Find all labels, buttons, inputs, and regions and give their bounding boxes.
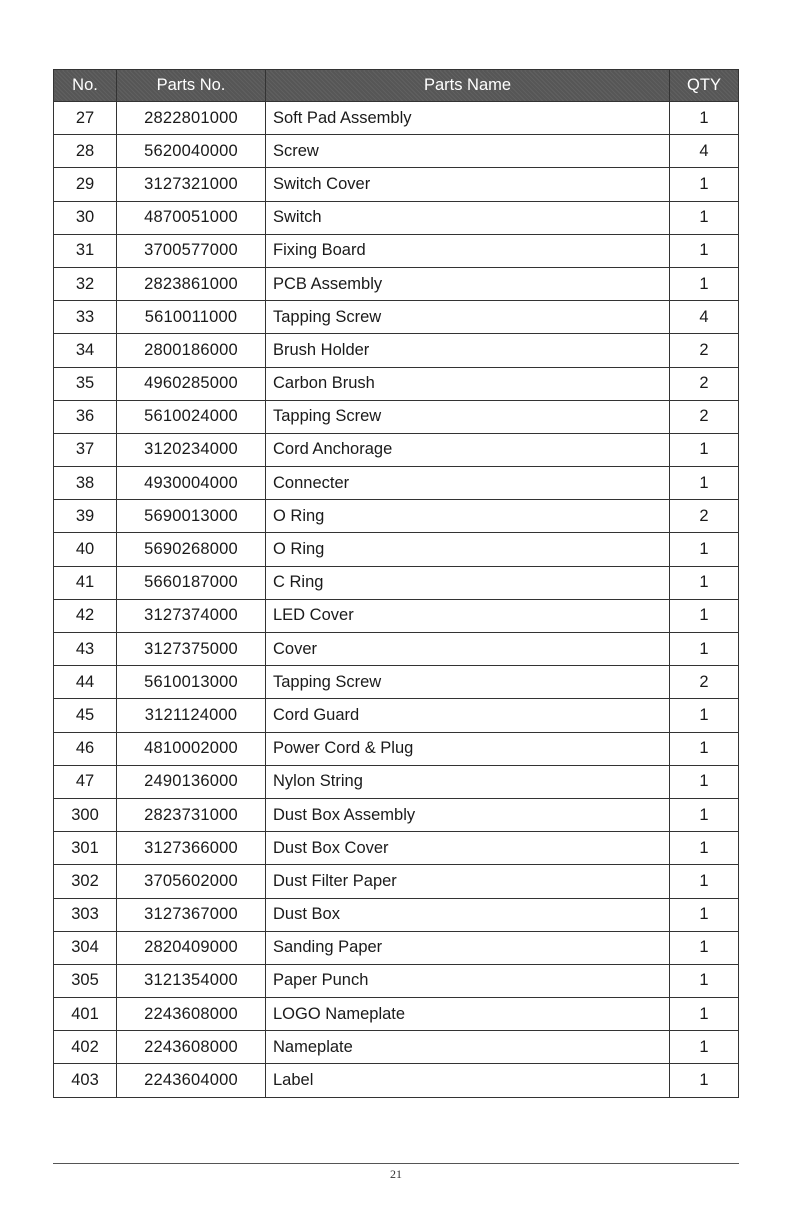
cell-qty: 2: [670, 334, 739, 367]
cell-no: 29: [54, 168, 117, 201]
cell-qty: 1: [670, 433, 739, 466]
cell-parts-name: Tapping Screw: [266, 666, 670, 699]
table-row: [54, 400, 739, 433]
cell-no: 303: [54, 898, 117, 931]
table-row: [54, 234, 739, 267]
table-row: [54, 998, 739, 1031]
cell-no: 43: [54, 633, 117, 666]
table-row: [54, 1031, 739, 1064]
cell-no: 402: [54, 1031, 117, 1064]
cell-no: 305: [54, 964, 117, 997]
cell-qty: 1: [670, 168, 739, 201]
table-row: [54, 832, 739, 865]
table-row: [54, 699, 739, 732]
header-no: No.: [54, 70, 117, 102]
footer-divider: [53, 1163, 739, 1164]
cell-parts-no: 2490136000: [117, 765, 266, 798]
table-row: [54, 135, 739, 168]
cell-no: 301: [54, 832, 117, 865]
cell-parts-no: 5690268000: [117, 533, 266, 566]
table-row: [54, 732, 739, 765]
cell-parts-no: 2823861000: [117, 267, 266, 300]
cell-qty: 1: [670, 998, 739, 1031]
cell-parts-name: Switch: [266, 201, 670, 234]
cell-parts-no: 5610024000: [117, 400, 266, 433]
cell-qty: 1: [670, 1064, 739, 1097]
cell-qty: 1: [670, 201, 739, 234]
cell-parts-name: Dust Box: [266, 898, 670, 931]
table-row: [54, 533, 739, 566]
cell-parts-no: 4960285000: [117, 367, 266, 400]
cell-no: 33: [54, 301, 117, 334]
cell-parts-name: Dust Box Cover: [266, 832, 670, 865]
cell-parts-no: 5610013000: [117, 666, 266, 699]
cell-parts-name: LOGO Nameplate: [266, 998, 670, 1031]
cell-parts-no: 3127366000: [117, 832, 266, 865]
cell-parts-name: Sanding Paper: [266, 931, 670, 964]
table-row: [54, 566, 739, 599]
cell-parts-no: 3120234000: [117, 433, 266, 466]
cell-no: 403: [54, 1064, 117, 1097]
cell-no: 300: [54, 798, 117, 831]
cell-qty: 1: [670, 1031, 739, 1064]
cell-parts-no: 5660187000: [117, 566, 266, 599]
cell-qty: 1: [670, 566, 739, 599]
cell-parts-no: 2243608000: [117, 1031, 266, 1064]
cell-parts-name: Tapping Screw: [266, 301, 670, 334]
cell-no: 302: [54, 865, 117, 898]
table-row: [54, 168, 739, 201]
table-row: [54, 1064, 739, 1097]
cell-parts-name: LED Cover: [266, 599, 670, 632]
cell-qty: 1: [670, 832, 739, 865]
cell-no: 46: [54, 732, 117, 765]
cell-no: 45: [54, 699, 117, 732]
cell-no: 34: [54, 334, 117, 367]
cell-qty: 1: [670, 699, 739, 732]
cell-parts-no: 4810002000: [117, 732, 266, 765]
parts-table: [53, 69, 739, 1098]
cell-parts-name: PCB Assembly: [266, 267, 670, 300]
cell-parts-name: Tapping Screw: [266, 400, 670, 433]
table-row: [54, 367, 739, 400]
cell-no: 30: [54, 201, 117, 234]
cell-no: 44: [54, 666, 117, 699]
table-row: [54, 467, 739, 500]
cell-parts-name: Paper Punch: [266, 964, 670, 997]
cell-parts-name: Screw: [266, 135, 670, 168]
table-row: [54, 599, 739, 632]
table-body: [54, 102, 739, 1098]
table-row: [54, 865, 739, 898]
cell-parts-no: 3127321000: [117, 168, 266, 201]
cell-parts-name: Dust Box Assembly: [266, 798, 670, 831]
cell-parts-no: 2823731000: [117, 798, 266, 831]
cell-parts-name: Dust Filter Paper: [266, 865, 670, 898]
cell-parts-name: Connecter: [266, 467, 670, 500]
cell-qty: 1: [670, 467, 739, 500]
table-row: [54, 964, 739, 997]
cell-qty: 1: [670, 267, 739, 300]
cell-parts-name: O Ring: [266, 533, 670, 566]
table-row: [54, 898, 739, 931]
table-row: [54, 267, 739, 300]
cell-parts-name: Power Cord & Plug: [266, 732, 670, 765]
cell-parts-no: 3121354000: [117, 964, 266, 997]
table-row: [54, 633, 739, 666]
cell-parts-no: 3127367000: [117, 898, 266, 931]
cell-parts-no: 4870051000: [117, 201, 266, 234]
cell-no: 28: [54, 135, 117, 168]
table-row: [54, 201, 739, 234]
cell-qty: 1: [670, 234, 739, 267]
cell-parts-no: 3121124000: [117, 699, 266, 732]
cell-qty: 1: [670, 102, 739, 135]
cell-qty: 2: [670, 500, 739, 533]
cell-parts-name: C Ring: [266, 566, 670, 599]
cell-parts-no: 5690013000: [117, 500, 266, 533]
cell-no: 37: [54, 433, 117, 466]
table-row: [54, 433, 739, 466]
cell-qty: 1: [670, 533, 739, 566]
cell-parts-name: Cover: [266, 633, 670, 666]
cell-parts-no: 3127374000: [117, 599, 266, 632]
cell-no: 38: [54, 467, 117, 500]
table-row: [54, 666, 739, 699]
table-row: [54, 301, 739, 334]
cell-no: 39: [54, 500, 117, 533]
cell-qty: 1: [670, 765, 739, 798]
header-parts-name: Parts Name: [266, 70, 670, 102]
cell-parts-no: 2243604000: [117, 1064, 266, 1097]
cell-no: 27: [54, 102, 117, 135]
cell-parts-no: 2822801000: [117, 102, 266, 135]
cell-qty: 1: [670, 633, 739, 666]
cell-no: 31: [54, 234, 117, 267]
table-row: [54, 334, 739, 367]
table-header: [54, 70, 739, 102]
cell-parts-name: Label: [266, 1064, 670, 1097]
cell-no: 47: [54, 765, 117, 798]
table-row: [54, 500, 739, 533]
table-row: [54, 102, 739, 135]
cell-parts-name: Carbon Brush: [266, 367, 670, 400]
cell-parts-no: 4930004000: [117, 467, 266, 500]
cell-qty: 1: [670, 798, 739, 831]
cell-parts-name: Nameplate: [266, 1031, 670, 1064]
cell-qty: 1: [670, 865, 739, 898]
cell-no: 35: [54, 367, 117, 400]
cell-parts-no: 3705602000: [117, 865, 266, 898]
cell-qty: 2: [670, 666, 739, 699]
cell-no: 304: [54, 931, 117, 964]
cell-qty: 1: [670, 964, 739, 997]
header-qty: QTY: [670, 70, 739, 102]
cell-parts-no: 2820409000: [117, 931, 266, 964]
cell-parts-name: Nylon String: [266, 765, 670, 798]
cell-parts-name: O Ring: [266, 500, 670, 533]
cell-parts-name: Soft Pad Assembly: [266, 102, 670, 135]
cell-qty: 4: [670, 301, 739, 334]
cell-parts-name: Cord Anchorage: [266, 433, 670, 466]
cell-no: 42: [54, 599, 117, 632]
cell-qty: 1: [670, 931, 739, 964]
cell-no: 41: [54, 566, 117, 599]
cell-parts-no: 2800186000: [117, 334, 266, 367]
cell-qty: 1: [670, 599, 739, 632]
header-row: [54, 70, 739, 102]
table-row: [54, 931, 739, 964]
cell-parts-no: 2243608000: [117, 998, 266, 1031]
cell-no: 401: [54, 998, 117, 1031]
cell-qty: 2: [670, 400, 739, 433]
cell-parts-name: Fixing Board: [266, 234, 670, 267]
cell-parts-no: 5610011000: [117, 301, 266, 334]
cell-qty: 1: [670, 898, 739, 931]
cell-parts-no: 3127375000: [117, 633, 266, 666]
header-parts-no: Parts No.: [117, 70, 266, 102]
cell-no: 32: [54, 267, 117, 300]
cell-parts-no: 3700577000: [117, 234, 266, 267]
cell-parts-no: 5620040000: [117, 135, 266, 168]
page-number: 21: [390, 1167, 402, 1181]
cell-parts-name: Brush Holder: [266, 334, 670, 367]
cell-parts-name: Cord Guard: [266, 699, 670, 732]
cell-parts-name: Switch Cover: [266, 168, 670, 201]
table-row: [54, 765, 739, 798]
cell-qty: 1: [670, 732, 739, 765]
cell-no: 40: [54, 533, 117, 566]
cell-qty: 4: [670, 135, 739, 168]
cell-no: 36: [54, 400, 117, 433]
cell-qty: 2: [670, 367, 739, 400]
table-row: [54, 798, 739, 831]
